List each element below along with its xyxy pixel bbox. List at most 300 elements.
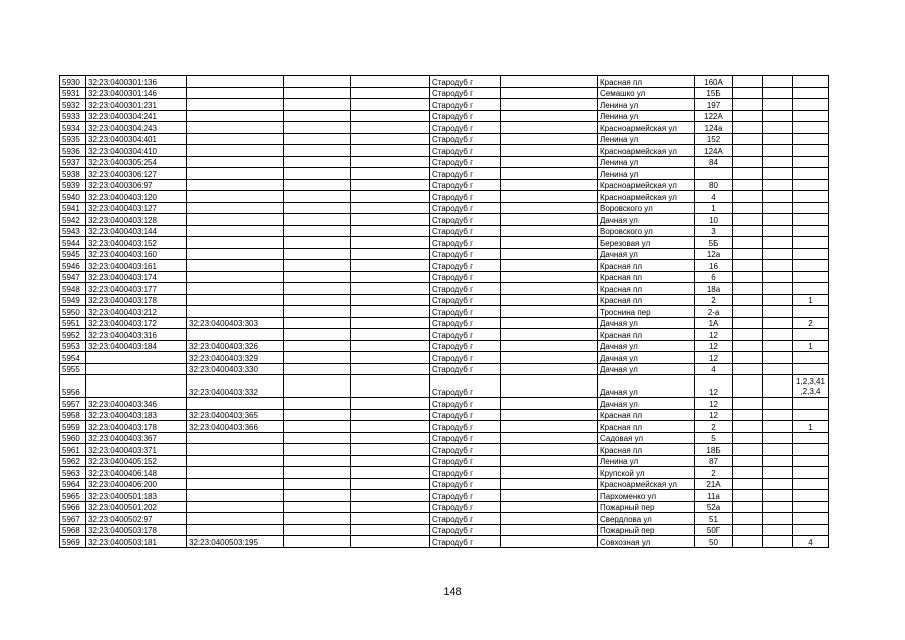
- row-number-cell: 5959: [60, 421, 86, 433]
- city-cell: Стародуб г: [430, 490, 501, 502]
- linked-cadastral-number-cell: [187, 478, 284, 490]
- empty-cell: [733, 329, 763, 341]
- table-row: [60, 421, 829, 433]
- empty-cell: [763, 421, 793, 433]
- street-cell: Воровского ул: [598, 202, 695, 214]
- table-row: [60, 490, 829, 502]
- empty-cell: [733, 536, 763, 548]
- house-number-cell: 2: [695, 421, 733, 433]
- house-number-cell: 11а: [695, 490, 733, 502]
- cadastral-number-cell: 32:23:0400403:178: [86, 294, 187, 306]
- empty-cell: [284, 283, 351, 295]
- empty-cell: [763, 363, 793, 375]
- house-number-cell: 80: [695, 179, 733, 191]
- empty-cell: [733, 352, 763, 364]
- note-cell: [793, 191, 829, 203]
- table-row: [60, 398, 829, 410]
- row-number-cell: 5942: [60, 214, 86, 226]
- table-body: [60, 76, 829, 548]
- table-row: [60, 375, 829, 398]
- row-number-cell: 5961: [60, 444, 86, 456]
- cadastral-number-cell: 32:23:0400305:254: [86, 156, 187, 168]
- empty-cell: [501, 145, 598, 157]
- empty-cell: [733, 271, 763, 283]
- street-cell: Свердлова ул: [598, 513, 695, 525]
- empty-cell: [284, 501, 351, 513]
- linked-cadastral-number-cell: [187, 133, 284, 145]
- cadastral-number-cell: [86, 375, 187, 398]
- empty-cell: [733, 398, 763, 410]
- empty-cell: [501, 352, 598, 364]
- table-row: [60, 145, 829, 157]
- linked-cadastral-number-cell: [187, 110, 284, 122]
- empty-cell: [733, 409, 763, 421]
- empty-cell: [501, 87, 598, 99]
- row-number-cell: 5937: [60, 156, 86, 168]
- cadastral-number-cell: 32:23:0400403:178: [86, 421, 187, 433]
- empty-cell: [351, 421, 430, 433]
- empty-cell: [763, 306, 793, 318]
- row-number-cell: 5940: [60, 191, 86, 203]
- empty-cell: [763, 214, 793, 226]
- street-cell: Дачная ул: [598, 214, 695, 226]
- empty-cell: [351, 294, 430, 306]
- table-row: [60, 179, 829, 191]
- empty-cell: [351, 260, 430, 272]
- city-cell: Стародуб г: [430, 225, 501, 237]
- city-cell: Стародуб г: [430, 329, 501, 341]
- empty-cell: [763, 467, 793, 479]
- row-number-cell: 5957: [60, 398, 86, 410]
- table-row: [60, 409, 829, 421]
- row-number-cell: 5955: [60, 363, 86, 375]
- note-cell: [793, 179, 829, 191]
- empty-cell: [501, 317, 598, 329]
- empty-cell: [763, 122, 793, 134]
- house-number-cell: 160А: [695, 76, 733, 88]
- row-number-cell: 5954: [60, 352, 86, 364]
- street-cell: Красная пл: [598, 421, 695, 433]
- note-cell: [793, 352, 829, 364]
- cadastral-number-cell: 32:23:0400403:161: [86, 260, 187, 272]
- cadastral-number-cell: 32:23:0400403:316: [86, 329, 187, 341]
- empty-cell: [733, 225, 763, 237]
- empty-cell: [284, 294, 351, 306]
- empty-cell: [501, 363, 598, 375]
- table-row: [60, 214, 829, 226]
- empty-cell: [501, 329, 598, 341]
- linked-cadastral-number-cell: [187, 294, 284, 306]
- street-cell: Дачная ул: [598, 375, 695, 398]
- empty-cell: [733, 76, 763, 88]
- city-cell: Стародуб г: [430, 202, 501, 214]
- empty-cell: [733, 375, 763, 398]
- cadastral-number-cell: 32:23:0400403:371: [86, 444, 187, 456]
- empty-cell: [501, 76, 598, 88]
- empty-cell: [501, 524, 598, 536]
- city-cell: Стародуб г: [430, 409, 501, 421]
- row-number-cell: 5965: [60, 490, 86, 502]
- house-number-cell: 152: [695, 133, 733, 145]
- row-number-cell: 5934: [60, 122, 86, 134]
- table-row: [60, 237, 829, 249]
- table-row: [60, 363, 829, 375]
- empty-cell: [284, 110, 351, 122]
- note-cell: 1,2,3,41 ,2,3,4: [793, 375, 829, 398]
- city-cell: Стародуб г: [430, 444, 501, 456]
- city-cell: Стародуб г: [430, 501, 501, 513]
- city-cell: Стародуб г: [430, 260, 501, 272]
- house-number-cell: 4: [695, 363, 733, 375]
- table-row: [60, 455, 829, 467]
- empty-cell: [501, 156, 598, 168]
- note-cell: [793, 202, 829, 214]
- note-cell: [793, 225, 829, 237]
- cadastral-number-cell: 32:23:0400304:401: [86, 133, 187, 145]
- empty-cell: [733, 513, 763, 525]
- row-number-cell: 5958: [60, 409, 86, 421]
- empty-cell: [763, 156, 793, 168]
- note-cell: [793, 306, 829, 318]
- note-cell: [793, 329, 829, 341]
- empty-cell: [501, 191, 598, 203]
- linked-cadastral-number-cell: [187, 513, 284, 525]
- city-cell: Стародуб г: [430, 432, 501, 444]
- linked-cadastral-number-cell: [187, 432, 284, 444]
- empty-cell: [763, 490, 793, 502]
- empty-cell: [501, 513, 598, 525]
- note-cell: [793, 122, 829, 134]
- city-cell: Стародуб г: [430, 478, 501, 490]
- city-cell: Стародуб г: [430, 145, 501, 157]
- table-row: [60, 260, 829, 272]
- street-cell: Троснина пер: [598, 306, 695, 318]
- empty-cell: [763, 501, 793, 513]
- city-cell: Стародуб г: [430, 513, 501, 525]
- empty-cell: [351, 536, 430, 548]
- city-cell: Стародуб г: [430, 271, 501, 283]
- note-cell: [793, 283, 829, 295]
- linked-cadastral-number-cell: [187, 99, 284, 111]
- empty-cell: [284, 317, 351, 329]
- empty-cell: [763, 340, 793, 352]
- city-cell: Стародуб г: [430, 99, 501, 111]
- cadastral-number-cell: 32:23:0400304:410: [86, 145, 187, 157]
- cadastral-number-cell: 32:23:0400502:97: [86, 513, 187, 525]
- empty-cell: [351, 237, 430, 249]
- empty-cell: [763, 168, 793, 180]
- cadastral-number-cell: 32:23:0400406:148: [86, 467, 187, 479]
- empty-cell: [733, 294, 763, 306]
- empty-cell: [284, 237, 351, 249]
- empty-cell: [501, 237, 598, 249]
- house-number-cell: [695, 168, 733, 180]
- note-cell: 1: [793, 340, 829, 352]
- row-number-cell: 5947: [60, 271, 86, 283]
- linked-cadastral-number-cell: 32:23:0400503:195: [187, 536, 284, 548]
- empty-cell: [284, 179, 351, 191]
- cadastral-number-cell: 32:23:0400304:243: [86, 122, 187, 134]
- empty-cell: [351, 352, 430, 364]
- table-row: [60, 294, 829, 306]
- street-cell: Ленина ул: [598, 110, 695, 122]
- table-row: [60, 110, 829, 122]
- empty-cell: [763, 145, 793, 157]
- row-number-cell: 5966: [60, 501, 86, 513]
- empty-cell: [763, 375, 793, 398]
- empty-cell: [763, 248, 793, 260]
- empty-cell: [763, 191, 793, 203]
- street-cell: Березовая ул: [598, 237, 695, 249]
- empty-cell: [284, 432, 351, 444]
- empty-cell: [733, 122, 763, 134]
- row-number-cell: 5962: [60, 455, 86, 467]
- empty-cell: [284, 225, 351, 237]
- empty-cell: [501, 283, 598, 295]
- empty-cell: [501, 536, 598, 548]
- empty-cell: [351, 467, 430, 479]
- empty-cell: [501, 444, 598, 456]
- cadastral-number-cell: 32:23:0400406:200: [86, 478, 187, 490]
- city-cell: Стародуб г: [430, 421, 501, 433]
- empty-cell: [763, 202, 793, 214]
- city-cell: Стародуб г: [430, 168, 501, 180]
- note-cell: [793, 133, 829, 145]
- empty-cell: [284, 99, 351, 111]
- note-cell: [793, 432, 829, 444]
- cadastral-number-cell: 32:23:0400301:231: [86, 99, 187, 111]
- linked-cadastral-number-cell: [187, 329, 284, 341]
- empty-cell: [501, 501, 598, 513]
- house-number-cell: 52а: [695, 501, 733, 513]
- row-number-cell: 5935: [60, 133, 86, 145]
- empty-cell: [501, 478, 598, 490]
- empty-cell: [351, 375, 430, 398]
- linked-cadastral-number-cell: [187, 283, 284, 295]
- house-number-cell: 12: [695, 375, 733, 398]
- cadastral-number-cell: 32:23:0400301:146: [86, 87, 187, 99]
- empty-cell: [733, 444, 763, 456]
- cadastral-number-cell: 32:23:0400403:160: [86, 248, 187, 260]
- house-number-cell: 3: [695, 225, 733, 237]
- empty-cell: [733, 490, 763, 502]
- street-cell: Дачная ул: [598, 352, 695, 364]
- row-number-cell: 5963: [60, 467, 86, 479]
- empty-cell: [501, 432, 598, 444]
- row-number-cell: 5931: [60, 87, 86, 99]
- empty-cell: [763, 524, 793, 536]
- linked-cadastral-number-cell: [187, 87, 284, 99]
- city-cell: Стародуб г: [430, 214, 501, 226]
- row-number-cell: 5950: [60, 306, 86, 318]
- table-row: [60, 168, 829, 180]
- empty-cell: [351, 490, 430, 502]
- table-row: [60, 513, 829, 525]
- street-cell: Пожарный пер: [598, 524, 695, 536]
- linked-cadastral-number-cell: [187, 455, 284, 467]
- empty-cell: [351, 110, 430, 122]
- street-cell: Пархоменко ул: [598, 490, 695, 502]
- empty-cell: [763, 110, 793, 122]
- empty-cell: [284, 375, 351, 398]
- empty-cell: [763, 409, 793, 421]
- empty-cell: [733, 455, 763, 467]
- table-row: [60, 536, 829, 548]
- empty-cell: [351, 145, 430, 157]
- empty-cell: [501, 248, 598, 260]
- house-number-cell: 2-а: [695, 306, 733, 318]
- note-cell: [793, 110, 829, 122]
- street-cell: Красная пл: [598, 271, 695, 283]
- street-cell: Садовая ул: [598, 432, 695, 444]
- house-number-cell: 6: [695, 271, 733, 283]
- empty-cell: [351, 317, 430, 329]
- note-cell: [793, 168, 829, 180]
- table-row: [60, 340, 829, 352]
- house-number-cell: 2: [695, 467, 733, 479]
- city-cell: Стародуб г: [430, 294, 501, 306]
- cadastral-number-cell: 32:23:0400501:202: [86, 501, 187, 513]
- linked-cadastral-number-cell: [187, 122, 284, 134]
- empty-cell: [763, 260, 793, 272]
- empty-cell: [501, 122, 598, 134]
- empty-cell: [351, 214, 430, 226]
- empty-cell: [763, 352, 793, 364]
- linked-cadastral-number-cell: [187, 398, 284, 410]
- cadastral-number-cell: 32:23:0400403:346: [86, 398, 187, 410]
- row-number-cell: 5968: [60, 524, 86, 536]
- table-row: [60, 467, 829, 479]
- street-cell: Крупской ул: [598, 467, 695, 479]
- empty-cell: [351, 76, 430, 88]
- table-row: [60, 432, 829, 444]
- empty-cell: [284, 202, 351, 214]
- house-number-cell: 18Б: [695, 444, 733, 456]
- empty-cell: [284, 156, 351, 168]
- note-cell: [793, 478, 829, 490]
- linked-cadastral-number-cell: [187, 248, 284, 260]
- empty-cell: [351, 455, 430, 467]
- cadastral-number-cell: [86, 352, 187, 364]
- empty-cell: [763, 283, 793, 295]
- empty-cell: [733, 467, 763, 479]
- city-cell: Стародуб г: [430, 248, 501, 260]
- note-cell: [793, 271, 829, 283]
- empty-cell: [763, 478, 793, 490]
- row-number-cell: 5944: [60, 237, 86, 249]
- table-row: [60, 122, 829, 134]
- row-number-cell: 5936: [60, 145, 86, 157]
- street-cell: Дачная ул: [598, 363, 695, 375]
- empty-cell: [733, 248, 763, 260]
- empty-cell: [733, 214, 763, 226]
- house-number-cell: 1А: [695, 317, 733, 329]
- house-number-cell: 12: [695, 340, 733, 352]
- empty-cell: [284, 421, 351, 433]
- house-number-cell: 51: [695, 513, 733, 525]
- street-cell: Ленина ул: [598, 99, 695, 111]
- house-number-cell: 12: [695, 329, 733, 341]
- note-cell: [793, 513, 829, 525]
- empty-cell: [501, 214, 598, 226]
- cadastral-number-cell: 32:23:0400403:144: [86, 225, 187, 237]
- empty-cell: [351, 409, 430, 421]
- note-cell: [793, 87, 829, 99]
- cadastral-number-cell: 32:23:0400304:241: [86, 110, 187, 122]
- empty-cell: [733, 202, 763, 214]
- empty-cell: [351, 283, 430, 295]
- city-cell: Стародуб г: [430, 87, 501, 99]
- empty-cell: [284, 467, 351, 479]
- empty-cell: [763, 455, 793, 467]
- house-number-cell: 1: [695, 202, 733, 214]
- empty-cell: [284, 271, 351, 283]
- cadastral-number-cell: 32:23:0400503:181: [86, 536, 187, 548]
- linked-cadastral-number-cell: [187, 145, 284, 157]
- empty-cell: [351, 513, 430, 525]
- street-cell: Красная пл: [598, 260, 695, 272]
- empty-cell: [501, 490, 598, 502]
- empty-cell: [284, 260, 351, 272]
- street-cell: Красная пл: [598, 283, 695, 295]
- empty-cell: [501, 398, 598, 410]
- city-cell: Стародуб г: [430, 352, 501, 364]
- cadastral-number-cell: 32:23:0400306:97: [86, 179, 187, 191]
- empty-cell: [763, 225, 793, 237]
- empty-cell: [501, 421, 598, 433]
- empty-cell: [501, 110, 598, 122]
- cadastral-number-cell: 32:23:0400403:183: [86, 409, 187, 421]
- street-cell: Воровского ул: [598, 225, 695, 237]
- empty-cell: [733, 145, 763, 157]
- cadastral-number-cell: 32:23:0400403:367: [86, 432, 187, 444]
- linked-cadastral-number-cell: [187, 271, 284, 283]
- cadastral-number-cell: 32:23:0400403:120: [86, 191, 187, 203]
- empty-cell: [733, 501, 763, 513]
- linked-cadastral-number-cell: [187, 156, 284, 168]
- table-row: [60, 248, 829, 260]
- empty-cell: [733, 340, 763, 352]
- empty-cell: [733, 110, 763, 122]
- empty-cell: [351, 432, 430, 444]
- note-cell: [793, 156, 829, 168]
- page-number: 148: [443, 586, 462, 598]
- street-cell: Семашко ул: [598, 87, 695, 99]
- note-cell: 4: [793, 536, 829, 548]
- linked-cadastral-number-cell: [187, 168, 284, 180]
- linked-cadastral-number-cell: 32:23:0400403:330: [187, 363, 284, 375]
- table-row: [60, 202, 829, 214]
- note-cell: [793, 214, 829, 226]
- street-cell: Дачная ул: [598, 248, 695, 260]
- linked-cadastral-number-cell: [187, 490, 284, 502]
- linked-cadastral-number-cell: [187, 202, 284, 214]
- house-number-cell: 12: [695, 409, 733, 421]
- empty-cell: [733, 156, 763, 168]
- empty-cell: [733, 99, 763, 111]
- linked-cadastral-number-cell: [187, 501, 284, 513]
- street-cell: Красноармейская ул: [598, 191, 695, 203]
- note-cell: 1: [793, 294, 829, 306]
- linked-cadastral-number-cell: [187, 179, 284, 191]
- empty-cell: [763, 87, 793, 99]
- empty-cell: [351, 179, 430, 191]
- street-cell: Ленина ул: [598, 156, 695, 168]
- empty-cell: [284, 352, 351, 364]
- empty-cell: [501, 225, 598, 237]
- empty-cell: [351, 363, 430, 375]
- table-row: [60, 191, 829, 203]
